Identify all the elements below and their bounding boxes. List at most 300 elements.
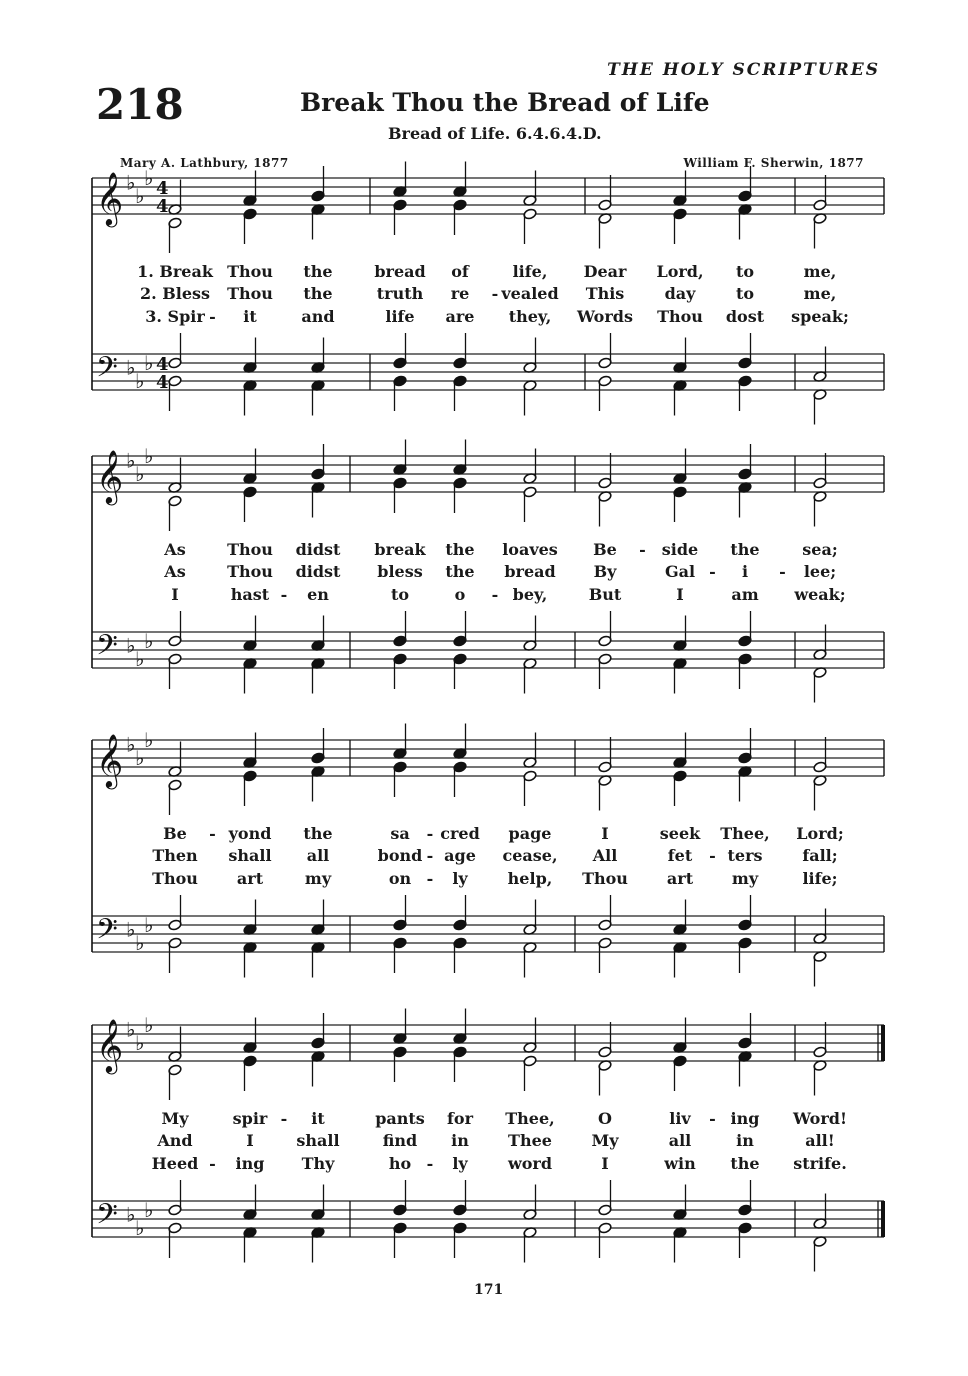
- syllable-hyphen: -: [709, 1109, 716, 1128]
- note-icon: [813, 175, 827, 211]
- note-icon: [673, 338, 687, 374]
- lyric-syllable: are: [445, 307, 475, 326]
- lyric-syllable: O: [598, 1109, 612, 1128]
- note-icon: [673, 1227, 687, 1263]
- note-icon: [738, 895, 752, 931]
- page-number: 171: [474, 1282, 504, 1298]
- lyrics-verse-2: [0, 846, 968, 870]
- note-icon: [168, 1180, 182, 1216]
- note-icon: [168, 1027, 182, 1063]
- lyric-syllable: I: [171, 585, 179, 604]
- note-icon: [523, 733, 537, 769]
- syllable-hyphen: -: [426, 824, 434, 843]
- note-icon: [598, 1180, 612, 1216]
- note-icon: [243, 486, 257, 522]
- lyric-syllable: Thou: [582, 869, 628, 888]
- lyric-syllable: Word!: [793, 1109, 847, 1128]
- note-icon: [311, 658, 325, 694]
- lyric-syllable: loaves: [502, 540, 558, 559]
- note-icon: [243, 338, 257, 374]
- lyric-syllable: And: [157, 1131, 193, 1150]
- lyric-syllable: liv: [669, 1109, 691, 1128]
- lyric-syllable: to: [735, 284, 755, 303]
- lyric-syllable: I: [601, 1154, 609, 1173]
- note-icon: [311, 1185, 325, 1221]
- lyric-syllable: ho: [388, 1154, 412, 1173]
- lyric-syllable: and: [301, 307, 335, 326]
- note-icon: [243, 733, 257, 769]
- lyric-syllable: side: [661, 540, 699, 559]
- lyric-syllable: My: [591, 1131, 619, 1150]
- flat-icon: ♭: [144, 1013, 154, 1037]
- lyric-syllable: sa: [390, 824, 410, 843]
- lyric-syllable: pants: [375, 1109, 425, 1128]
- lyric-syllable: vealed: [501, 284, 559, 303]
- lyric-syllable: fet: [667, 846, 693, 865]
- flat-icon: ♭: [144, 166, 154, 190]
- lyric-syllable: As: [164, 562, 186, 581]
- note-icon: [168, 333, 182, 369]
- note-icon: [311, 942, 325, 978]
- lyric-syllable: it: [243, 307, 257, 326]
- syllable-hyphen: -: [779, 562, 786, 581]
- lyric-syllable: shall: [296, 1131, 340, 1150]
- lyric-syllable: day: [664, 284, 696, 303]
- note-icon: [243, 449, 257, 485]
- syllable-hyphen: -: [426, 846, 434, 865]
- note-icon: [393, 375, 407, 411]
- lyrics-verse-1: [0, 262, 968, 286]
- note-icon: [598, 175, 612, 211]
- note-icon: [453, 895, 467, 931]
- lyric-syllable: didst: [295, 562, 341, 581]
- note-icon: [393, 162, 407, 198]
- lyric-syllable: page: [508, 824, 552, 843]
- lyric-syllable: break: [374, 540, 426, 559]
- note-icon: [738, 482, 752, 518]
- note-icon: [813, 347, 827, 383]
- lyric-syllable: didst: [295, 540, 341, 559]
- note-icon: [393, 724, 407, 760]
- note-icon: [598, 1022, 612, 1058]
- lyric-syllable: yond: [228, 824, 272, 843]
- flat-icon: ♭: [126, 633, 136, 658]
- note-icon: [453, 477, 467, 513]
- lyric-syllable: it: [311, 1109, 325, 1128]
- note-icon: [523, 1018, 537, 1054]
- lyric-syllable: life,: [512, 262, 548, 281]
- note-icon: [598, 895, 612, 931]
- note-icon: [311, 1051, 325, 1087]
- lyric-syllable: I: [676, 585, 684, 604]
- note-icon: [311, 900, 325, 936]
- note-icon: [453, 199, 467, 235]
- lyric-syllable: seek: [659, 824, 701, 843]
- syllable-hyphen: -: [209, 307, 216, 326]
- note-icon: [523, 616, 537, 652]
- note-icon: [673, 616, 687, 652]
- note-icon: [738, 728, 752, 764]
- note-icon: [168, 779, 182, 815]
- bass-clef-icon: 𝄢: [96, 629, 118, 669]
- flat-icon: ♭: [144, 351, 154, 375]
- flat-icon: ♭: [135, 369, 145, 393]
- note-icon: [453, 440, 467, 476]
- note-icon: [738, 1051, 752, 1087]
- treble-clef-icon: 𝄞: [96, 171, 124, 225]
- bass-clef-icon: 𝄢: [96, 351, 118, 391]
- note-icon: [311, 380, 325, 416]
- note-icon: [243, 171, 257, 207]
- note-icon: [393, 1046, 407, 1082]
- flat-icon: ♭: [144, 913, 154, 937]
- note-icon: [243, 208, 257, 244]
- lyric-syllable: am: [731, 585, 759, 604]
- syllable-hyphen: -: [709, 846, 716, 865]
- note-icon: [813, 389, 827, 425]
- lyric-syllable: Lord,: [656, 262, 704, 281]
- note-icon: [393, 333, 407, 369]
- note-icon: [453, 1222, 467, 1258]
- lyric-syllable: Be: [163, 824, 187, 843]
- note-icon: [813, 453, 827, 489]
- note-icon: [523, 449, 537, 485]
- note-icon: [673, 900, 687, 936]
- lyric-syllable: truth: [376, 284, 424, 303]
- flat-icon: ♭: [135, 462, 145, 486]
- note-icon: [243, 658, 257, 694]
- hymn-title: Break Thou the Bread of Life: [300, 88, 710, 117]
- note-icon: [453, 1046, 467, 1082]
- lyric-syllable: all: [306, 846, 330, 865]
- note-icon: [393, 1009, 407, 1045]
- lyric-syllable: But: [588, 585, 622, 604]
- lyric-syllable: life;: [802, 869, 838, 888]
- lyric-syllable: Thou: [227, 540, 273, 559]
- note-icon: [168, 180, 182, 216]
- flat-icon: ♭: [126, 732, 136, 757]
- lyric-syllable: all: [668, 1131, 692, 1150]
- syllable-hyphen: -: [209, 824, 216, 843]
- note-icon: [598, 737, 612, 773]
- note-icon: [523, 171, 537, 207]
- note-icon: [523, 380, 537, 416]
- note-icon: [673, 486, 687, 522]
- lyric-syllable: shall: [228, 846, 272, 865]
- note-icon: [813, 1022, 827, 1058]
- note-icon: [453, 1180, 467, 1216]
- note-icon: [311, 338, 325, 374]
- note-icon: [168, 217, 182, 253]
- lyric-syllable: Thou: [227, 284, 273, 303]
- note-icon: [813, 1236, 827, 1272]
- note-icon: [168, 937, 182, 973]
- note-icon: [673, 658, 687, 694]
- hymn-number: 218: [96, 80, 184, 129]
- lyric-syllable: me,: [803, 284, 837, 303]
- note-icon: [813, 1194, 827, 1230]
- lyric-syllable: they,: [508, 307, 552, 326]
- time-signature: 4: [156, 196, 169, 217]
- lyric-syllable: strife.: [793, 1154, 847, 1173]
- note-icon: [523, 770, 537, 806]
- flat-icon: ♭: [144, 444, 154, 468]
- flat-icon: ♭: [135, 184, 145, 208]
- syllable-hyphen: -: [280, 1109, 288, 1128]
- lyric-syllable: in: [736, 1131, 754, 1150]
- note-icon: [598, 213, 612, 249]
- lyric-syllable: ing: [730, 1109, 760, 1128]
- note-icon: [598, 775, 612, 811]
- flat-icon: ♭: [144, 728, 154, 752]
- flat-icon: ♭: [126, 448, 136, 473]
- note-icon: [393, 199, 407, 235]
- lyrics-verse-1: [0, 1109, 968, 1133]
- lyric-syllable: ly: [452, 869, 468, 888]
- flat-icon: ♭: [135, 647, 145, 671]
- lyric-syllable: en: [307, 585, 329, 604]
- note-icon: [393, 895, 407, 931]
- note-icon: [738, 204, 752, 240]
- lyric-syllable: art: [666, 869, 694, 888]
- lyric-syllable: Thee,: [505, 1109, 555, 1128]
- note-icon: [813, 775, 827, 811]
- note-icon: [168, 458, 182, 494]
- lyric-syllable: bless: [377, 562, 423, 581]
- time-signature: 4: [156, 372, 169, 393]
- lyric-syllable: win: [664, 1154, 696, 1173]
- note-icon: [168, 895, 182, 931]
- note-icon: [598, 1222, 612, 1258]
- note-icon: [738, 166, 752, 202]
- lyric-syllable: of: [451, 262, 469, 281]
- note-icon: [523, 338, 537, 374]
- note-icon: [393, 761, 407, 797]
- lyric-syllable: cease,: [502, 846, 558, 865]
- note-icon: [243, 1055, 257, 1091]
- note-icon: [813, 737, 827, 773]
- syllable-hyphen: -: [491, 585, 499, 604]
- lyric-syllable: find: [382, 1131, 418, 1150]
- lyric-syllable: bread: [504, 562, 556, 581]
- lyric-syllable: sea;: [802, 540, 838, 559]
- flat-icon: ♭: [135, 931, 145, 955]
- note-icon: [311, 204, 325, 240]
- note-icon: [598, 375, 612, 411]
- note-icon: [598, 333, 612, 369]
- note-icon: [393, 937, 407, 973]
- lyric-syllable: As: [164, 540, 186, 559]
- lyrics-verse-1: [0, 540, 968, 564]
- lyric-syllable: Heed: [151, 1154, 199, 1173]
- lyric-syllable: lee;: [803, 562, 837, 581]
- lyric-syllable: I: [246, 1131, 254, 1150]
- lyric-syllable: age: [444, 846, 476, 865]
- note-icon: [453, 724, 467, 760]
- note-icon: [598, 937, 612, 973]
- lyric-syllable: my: [731, 869, 759, 888]
- note-icon: [738, 1013, 752, 1049]
- lyric-syllable: on: [388, 869, 412, 888]
- time-signature: 4: [156, 178, 169, 199]
- lyric-syllable: my: [304, 869, 332, 888]
- final-barline: [881, 1201, 885, 1237]
- note-icon: [813, 213, 827, 249]
- syllable-hyphen: -: [426, 1154, 434, 1173]
- lyric-syllable: Thy: [301, 1154, 335, 1173]
- lyric-syllable: All: [592, 846, 618, 865]
- note-icon: [453, 611, 467, 647]
- lyric-syllable: My: [161, 1109, 189, 1128]
- note-icon: [598, 1060, 612, 1096]
- note-icon: [813, 1060, 827, 1096]
- note-icon: [311, 166, 325, 202]
- lyric-syllable: ters: [727, 846, 763, 865]
- lyric-syllable: the: [303, 824, 333, 843]
- lyrics-verse-1: [0, 824, 968, 848]
- lyrics-verse-2: [0, 1131, 968, 1155]
- note-icon: [311, 1013, 325, 1049]
- note-icon: [393, 1222, 407, 1258]
- lyric-syllable: weak;: [794, 585, 846, 604]
- lyric-syllable: Thou: [152, 869, 198, 888]
- note-icon: [813, 951, 827, 987]
- syllable-hyphen: -: [709, 562, 716, 581]
- note-icon: [673, 449, 687, 485]
- note-icon: [738, 1180, 752, 1216]
- lyric-syllable: Words: [577, 307, 633, 326]
- note-icon: [243, 1185, 257, 1221]
- lyric-syllable: Gal: [664, 562, 696, 581]
- time-signature: 4: [156, 354, 169, 375]
- lyric-syllable: help,: [507, 869, 553, 888]
- note-icon: [738, 444, 752, 480]
- lyrics-verse-3: [0, 307, 968, 331]
- lyric-syllable: in: [451, 1131, 469, 1150]
- note-icon: [523, 658, 537, 694]
- lyric-syllable: life: [385, 307, 415, 326]
- lyrics-verse-3: [0, 869, 968, 893]
- note-icon: [738, 937, 752, 973]
- lyric-syllable: Thou: [227, 562, 273, 581]
- lyric-syllable: By: [593, 562, 617, 581]
- lyric-syllable: spir: [232, 1109, 268, 1128]
- note-icon: [523, 942, 537, 978]
- flat-icon: ♭: [135, 1216, 145, 1240]
- tune-meter: Bread of Life. 6.4.6.4.D.: [388, 124, 602, 143]
- note-icon: [523, 900, 537, 936]
- lyric-syllable: Thee: [508, 1131, 552, 1150]
- note-icon: [393, 611, 407, 647]
- lyric-syllable: to: [735, 262, 755, 281]
- note-icon: [311, 444, 325, 480]
- lyrics-verse-3: [0, 585, 968, 609]
- note-icon: [393, 477, 407, 513]
- note-icon: [168, 375, 182, 411]
- note-icon: [673, 380, 687, 416]
- note-icon: [523, 1055, 537, 1091]
- note-icon: [453, 653, 467, 689]
- lyric-syllable: me,: [803, 262, 837, 281]
- note-icon: [598, 491, 612, 527]
- lyric-syllable: Thou: [227, 262, 273, 281]
- lyric-syllable: to: [390, 585, 410, 604]
- note-icon: [168, 1222, 182, 1258]
- flat-icon: ♭: [144, 629, 154, 653]
- note-icon: [168, 495, 182, 531]
- lyric-syllable: the: [445, 562, 475, 581]
- note-icon: [673, 733, 687, 769]
- lyric-syllable: ing: [235, 1154, 265, 1173]
- note-icon: [598, 611, 612, 647]
- note-icon: [673, 770, 687, 806]
- note-icon: [311, 766, 325, 802]
- lyric-syllable: Be: [593, 540, 617, 559]
- treble-clef-icon: 𝄞: [96, 733, 124, 787]
- lyric-syllable: fall;: [802, 846, 838, 865]
- lyric-syllable: word: [507, 1154, 553, 1173]
- note-icon: [243, 1018, 257, 1054]
- note-icon: [598, 653, 612, 689]
- note-icon: [393, 1180, 407, 1216]
- syllable-hyphen: -: [426, 869, 434, 888]
- lyric-syllable: the: [445, 540, 475, 559]
- note-icon: [813, 491, 827, 527]
- lyric-syllable: hast: [230, 585, 270, 604]
- lyric-syllable: o: [454, 585, 466, 604]
- lyric-syllable: for: [447, 1109, 473, 1128]
- lyric-syllable: bread: [374, 262, 426, 281]
- note-icon: [738, 1222, 752, 1258]
- lyricist-credit: Mary A. Lathbury, 1877: [120, 156, 289, 170]
- note-icon: [523, 486, 537, 522]
- section-heading: THE HOLY SCRIPTURES: [607, 60, 880, 80]
- lyric-syllable: 2. Bless: [139, 284, 211, 303]
- note-icon: [453, 375, 467, 411]
- note-icon: [311, 616, 325, 652]
- note-icon: [673, 171, 687, 207]
- lyric-syllable: art: [236, 869, 264, 888]
- lyric-syllable: Thou: [657, 307, 703, 326]
- final-barline: [881, 1025, 885, 1061]
- note-icon: [673, 942, 687, 978]
- note-icon: [453, 761, 467, 797]
- lyrics-verse-2: [0, 562, 968, 586]
- note-icon: [243, 1227, 257, 1263]
- flat-icon: ♭: [126, 1202, 136, 1227]
- note-icon: [523, 208, 537, 244]
- syllable-hyphen: -: [280, 585, 288, 604]
- lyrics-verse-3: [0, 1154, 968, 1178]
- note-icon: [168, 1064, 182, 1100]
- note-icon: [311, 728, 325, 764]
- note-icon: [523, 1227, 537, 1263]
- lyric-syllable: re: [450, 284, 470, 303]
- bass-clef-icon: 𝄢: [96, 1198, 118, 1238]
- note-icon: [813, 909, 827, 945]
- note-icon: [168, 742, 182, 778]
- note-icon: [243, 900, 257, 936]
- lyric-syllable: Thee,: [720, 824, 770, 843]
- note-icon: [738, 333, 752, 369]
- note-icon: [738, 375, 752, 411]
- lyric-syllable: all!: [805, 1131, 835, 1150]
- treble-clef-icon: 𝄞: [96, 1018, 124, 1072]
- lyric-syllable: 1. Break: [137, 262, 213, 281]
- composer-credit: William F. Sherwin, 1877: [683, 156, 864, 170]
- note-icon: [243, 942, 257, 978]
- lyric-syllable: i: [741, 562, 749, 581]
